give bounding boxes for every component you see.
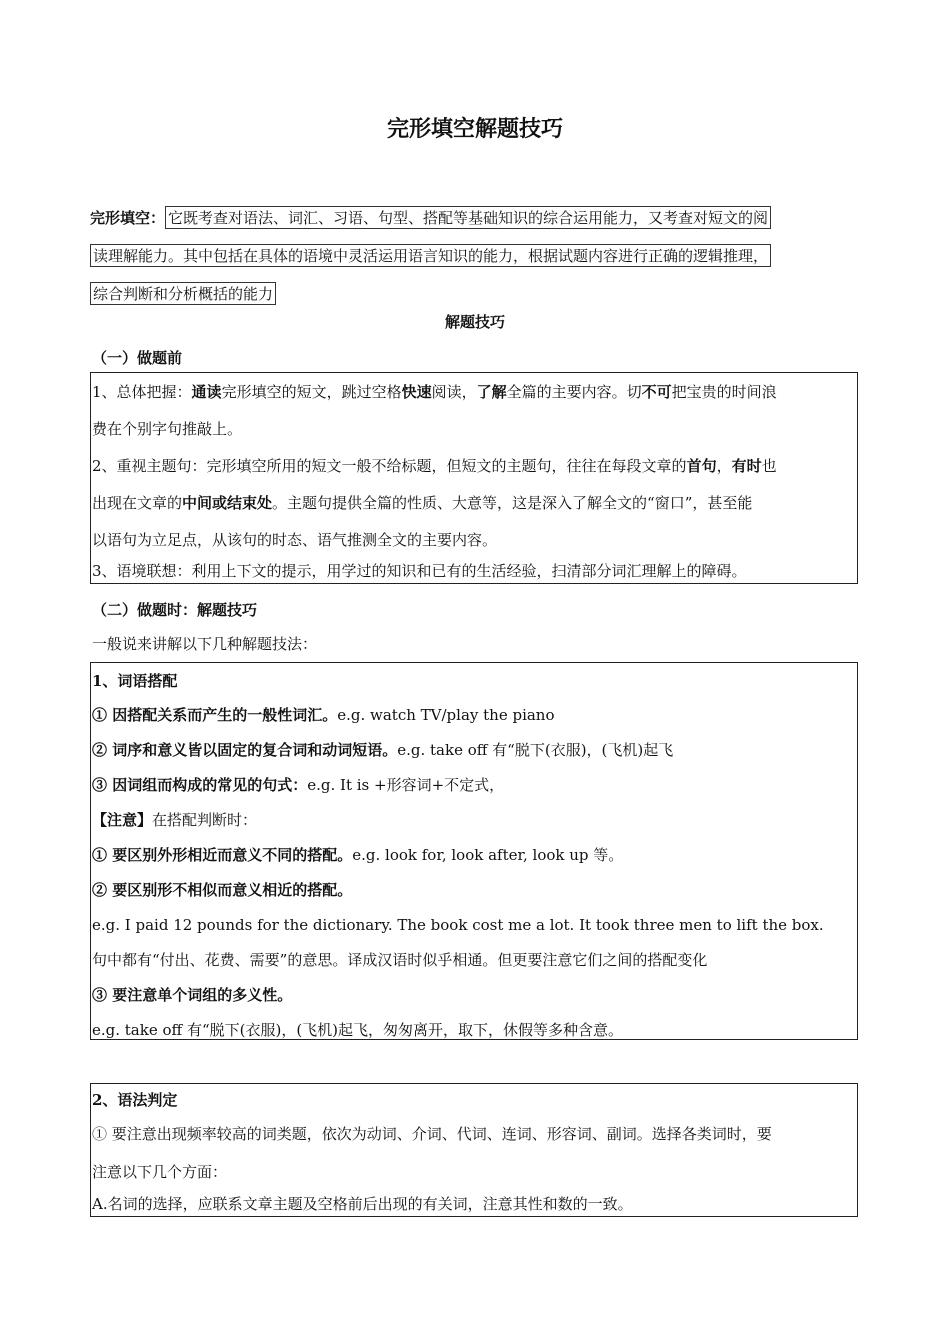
box2-line-1: ① 要注意出现频率较高的词类题，依次为动词、介词、代词、连词、形容词、副词。选择各类词时，要	[92, 1124, 772, 1143]
page-title: 完形填空解题技巧	[386, 116, 563, 142]
intro-label: 完形填空：	[90, 208, 166, 227]
emphasis: 【注意】	[92, 811, 153, 829]
box1-line-8: 句中都有“付出、花费、需要”的意思。译成汉语时似乎相通。但更要注意它们之间的搭配变化	[92, 951, 708, 969]
intro-text-2: 读理解能力。其中包括在具体的语境中灵活运用语言知识的能力，根据试题内容进行正确的逻辑推理，	[90, 244, 771, 267]
text: e.g. look for, look after, look up 等。	[352, 846, 624, 864]
emphasis: 通读	[191, 383, 222, 401]
box1-line-3	[91, 767, 857, 802]
box2-line-3: A.名词的选择，应联系文章主题及空格前后出现的有关词，注意其性和数的一致。	[92, 1194, 633, 1213]
section2-intro: 一般说来讲解以下几种解题技法：	[92, 635, 318, 653]
intro-line-2	[90, 236, 862, 274]
box2-heading: 2、语法判定	[92, 1090, 178, 1109]
emphasis: 有时	[731, 457, 762, 475]
text: 全篇的主要内容。切	[506, 383, 642, 401]
emphasis: ③ 因词组而构成的常见的句式：	[92, 776, 308, 794]
box1-line-7: e.g. I paid 12 pounds for the dictionary. The book cost me a lot. It took three men to lift the box.	[92, 915, 824, 934]
text: 1、总体把握：	[92, 383, 192, 401]
intro-line-3	[90, 274, 862, 312]
before-p2-line1	[91, 447, 857, 484]
emphasis: 不可	[641, 383, 672, 401]
text: 阅读，	[431, 383, 477, 401]
box1-line-2	[91, 732, 857, 767]
emphasis: ① 因搭配关系而产生的一般性词汇。	[92, 706, 338, 724]
text: 把宝贵的时间浪	[671, 383, 777, 401]
box1-heading: 1、词语搭配	[92, 671, 178, 690]
emphasis: 首句	[686, 457, 717, 475]
intro-text-1: 它既考查对语法、词汇、习语、句型、搭配等基础知识的综合运用能力，又考查对短文的阅	[165, 206, 771, 229]
box1-line-10: e.g. take off 有“脱下(衣服)，(飞机)起飞，匆匆离开，取下，休假等多种含意。	[92, 1020, 624, 1039]
section2-heading: （二）做题时：解题技巧	[92, 601, 258, 619]
before-p1-line2: 费在个别字句推敲上。	[92, 420, 243, 438]
intro-paragraph	[90, 198, 862, 312]
text: 在搭配判断时：	[152, 811, 258, 829]
emphasis: 了解	[476, 383, 507, 401]
before-p2-line3: 以语句为立足点，从该句的时态、语气推测全文的主要内容。	[92, 531, 498, 549]
before-box	[90, 372, 858, 584]
text: 出现在文章的	[92, 494, 183, 512]
before-p3: 3、语境联想：利用上下文的提示，用学过的知识和已有的生活经验，扫清部分词汇理解上的障碍。	[92, 562, 747, 580]
text: 完形填空的短文，跳过空格	[221, 383, 402, 401]
before-p2-line2	[91, 484, 857, 521]
text: 。主题句提供全篇的性质、大意等，这是深入了解全文的“窗口”，甚至能	[272, 494, 753, 512]
before-p1-line1	[91, 373, 857, 410]
text: e.g. take off 有“脱下(衣服)，(飞机)起飞	[397, 741, 674, 759]
text: ，	[716, 457, 732, 475]
intro-text-3: 综合判断和分析概括的能力	[90, 282, 276, 305]
emphasis: ② 词序和意义皆以固定的复合词和动词短语。	[92, 741, 398, 759]
box1-line-1	[91, 697, 857, 732]
grammar-box	[90, 1083, 858, 1217]
skills-heading: 解题技巧	[444, 313, 505, 331]
emphasis: 快速	[401, 383, 432, 401]
collocation-box	[90, 662, 858, 1040]
box2-line-2: 注意以下几个方面：	[92, 1162, 228, 1181]
text: e.g. It is +形容词+不定式，	[307, 776, 505, 794]
text: e.g. watch TV/play the piano	[337, 705, 555, 724]
section1-heading: （一）做题前	[92, 349, 183, 367]
box1-line-6: ② 要区别形不相似而意义相近的搭配。	[92, 881, 353, 899]
intro-line-1	[90, 198, 862, 236]
text: 2、重视主题句：完形填空所用的短文一般不给标题，但短文的主题句，往往在每段文章的	[92, 457, 687, 475]
emphasis: ① 要区别外形相近而意义不同的搭配。	[92, 846, 353, 864]
box1-line-9: ③ 要注意单个词组的多义性。	[92, 986, 293, 1004]
box1-line-4	[91, 802, 857, 837]
emphasis: 中间或结束处	[182, 494, 273, 512]
box1-line-5	[91, 837, 857, 872]
text: 也	[761, 457, 777, 475]
